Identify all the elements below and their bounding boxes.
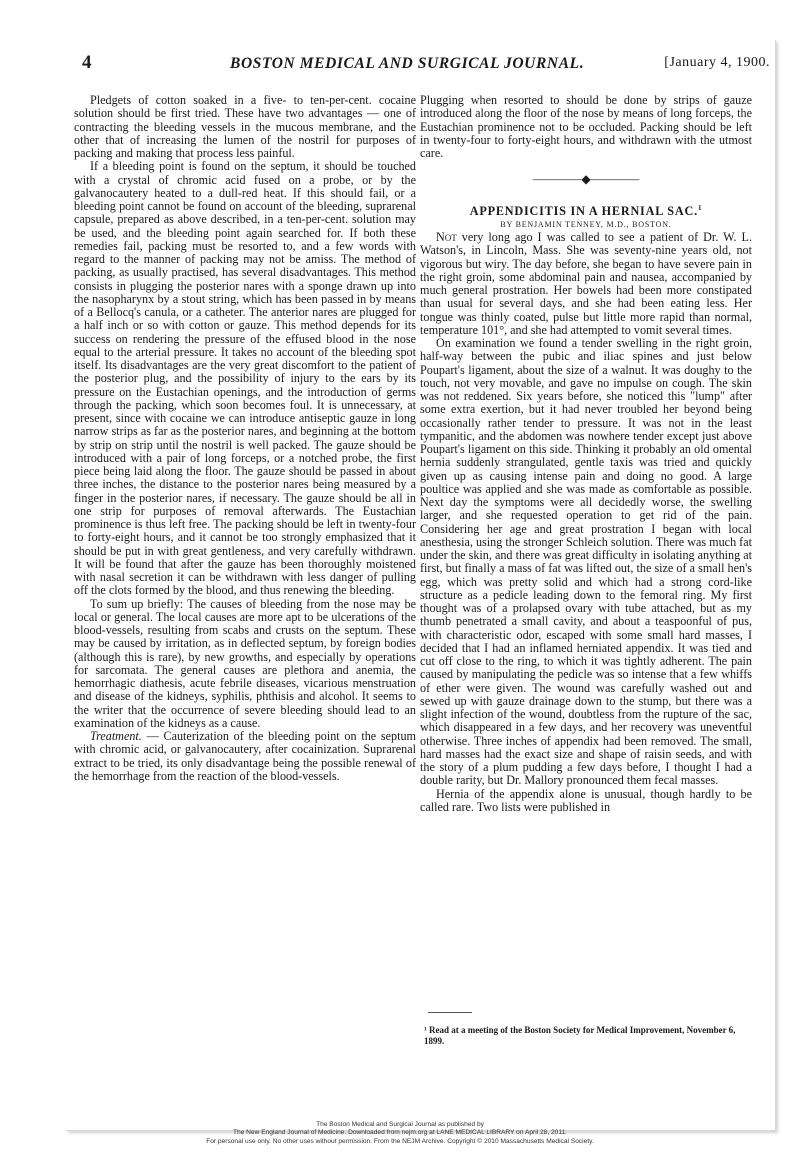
paragraph: To sum up briefly: The causes of bleeding from the nose may be local or general. The local causes are more apt to be ulcerations of the blood-vessels, resulting from scabs and crusts on the septum. These may be caused by irritation, as in deflected septum, by foreign bodies (although this is rare), by new growths, and especially by operations for sarcomata. The general causes are plethora and anemia, the hemorrhagic diathesis, acute febrile diseases, vicarious menstruation and disease of the kidneys, syphilis, phthisis and alcohol. It seems to the writer that the occurrence of severe bleeding should lead to an examination of the kidneys as a cause. bbox=[74, 596, 416, 730]
byline: BY BENJAMIN TENNEY, M.D., BOSTON. bbox=[500, 219, 672, 229]
footnote-mark: 1 bbox=[697, 203, 703, 212]
paragraph bbox=[420, 231, 752, 337]
opening-word: Not bbox=[436, 230, 457, 245]
article-title bbox=[420, 202, 752, 218]
article-title-text: APPENDICITIS IN A HERNIAL SAC. bbox=[469, 203, 698, 218]
left-column bbox=[74, 94, 416, 1050]
notice-line: The Boston Medical and Surgical Journal as published by bbox=[316, 1121, 484, 1128]
paragraph: Pledgets of cotton soaked in a five- to ten-per-cent. cocaine solution should be first tried. These have two advantages — one of contracting the bleeding vessels in the mucous membrane, and the other that of increasing the lumen of the nostril for purposes of packing and making that process less painful. bbox=[74, 94, 416, 160]
continuation-paragraph: Plugging when resorted to should be done by strips of gauze introduced along the floor of the nose by means of long forceps, the Eustachian prominence not to be occluded. Packing should be left in twenty-four to forty-eight hours, and withdrawn with the utmost care. bbox=[420, 94, 752, 160]
notice-line: For personal use only. No other uses without permission. From the NEJM Archive. Copyright © 2010 Massachusetts Medical Society. bbox=[206, 1137, 594, 1145]
paragraph: If a bleeding point is found on the septum, it should be touched with a crystal of chromic acid fused on a probe, or by the galvanocautery heated to a dull-red heat. If this should fail, or a bleeding point cannot be found on account of the bleeding, suprarenal capsule, prepared as above described, in a ten-per-cent. solution may be used, and the bleeding point again searched for. If both these remedies fail, packing must be resorted to, and a few words with regard to the manner of packing may not be amiss. The method of packing, as usually practised, has several disadvantages. This method consists in plugging the posterior nares with a sponge drawn up into the nasopharynx by a stout string, which has been passed in by means of a Bellocq's canula, or a catheter. The anterior nares are plugged for a half inch or so with cotton or gauze. This method depends for its success on rendering the pressure of the effused blood in the nose equal to the arterial pressure. It takes no account of the bleeding spot itself. Its disadvantages are the very great discomfort to the patient of the posterior plug, and the possibility of injury to the ears by its pressure on the Eustachian openings, and the introduction of germs through the packing, which soon becomes foul. It is unnecessary, at present, since with cocaine we can introduce antiseptic gauze in long narrow strips as far as the posterior nares, and beginning at the bottom by strip on strip until the nostril is well packed. The gauze should be introduced with a pair of long forceps, or a notched probe, the first piece being laid along the floor. The gauze should be passed in about three inches, the distance to the posterior nares being measured by a finger in the posterior nares, if necessary. The gauze should be all in one strip for purposes of removal afterwards. The Eustachian prominence is thus left free. The packing should be left in twenty-four to forty-eight hours, and it cannot be too strongly emphasized that it should be put in with great gentleness, and very carefully withdrawn. It will be found that after the gauze has been thoroughly moistened with nasal secretion it can be withdrawn with less danger of pulling off the clots formed by the blood, and thus renewing the bleeding. bbox=[74, 159, 416, 598]
copyright-notice bbox=[100, 1121, 700, 1146]
footnote-rule bbox=[428, 1012, 472, 1013]
treatment-text: — Cauterization of the bleeding point on the septum with chromic acid, or galvanocautery, after cocainization. Suprarenal extract to be tried, its only disadvantage being the possible renewal of the hemorrhage from the reaction of the blood-vessels. bbox=[74, 729, 416, 783]
page-header bbox=[82, 52, 774, 78]
opening-text: very long ago I was called to see a patient of Dr. W. L. Watson's, in Lincoln, Mass. She was seventy-nine years old, not vigorous but wiry. The day before, she began to have severe pain in the right groin, some abdominal pain and nausea, accompanied by much general prostration. Her bowels had been more constipated than usual for several days, and she had been eating less. Her tongue was thinly coated, pulse but little more rapid than normal, temperature 101°, and she had attempted to vomit several times. bbox=[420, 230, 752, 337]
treatment-heading: Treatment. bbox=[90, 729, 142, 743]
page-number: 4 bbox=[82, 52, 92, 73]
paragraph: Hernia of the appendix alone is unusual, though hardly to be called rare. Two lists were published in bbox=[420, 786, 752, 814]
paragraph: On examination we found a tender swelling in the right groin, half-way between the pubic and iliac spines and just below Poupart's ligament, about the size of a walnut. It was doughy to the touch, not very movable, and gave no impulse on cough. The skin was not reddened. Six years before, she noticed this "lump" after some extra exertion, but it had never troubled her beyond being occasionally rather tender to pressure. It was not in the least tympanitic, and the abdomen was nowhere tender except just above Poupart's ligament on this side. Thinking it probably an old omental hernia suddenly strangulated, gentle taxis was tried and quickly given up as causing intense pain and doing no good. A large poultice was applied and she was made as comfortable as possible. Next day the symptoms were all decidedly worse, the swelling larger, and she requested operation to get rid of the pain. Considering her age and great prostration I began with local anesthesia, using the stronger Schleich solution. There was much fat under the skin, and there was great difficulty in isolating anything at first, but finally a mass of fat was lifted out, the size of a small hen's egg, which was pretty solid and which had a strong cord-like structure as a pedicle leading down to the femoral ring. My first thought was of a prolapsed ovary with tube attached, but as my thumb penetrated a small cavity, and about a teaspoonful of pus, with characteristic odor, escaped with some small hard masses, I decided that I had an inflamed herniated appendix. It was tied and cut off close to the ring, to which it was tightly adherent. The pain caused by manipulating the pedicle was so intense that a few whiffs of ether were given. The wound was carefully washed out and sewed up with gauze drainage down to the stump, but there was a slight infection of the wound, doubtless from the rupture of the sac, which disappeared in a few days, and her recovery was uneventful otherwise. Three inches of appendix had been removed. The small, hard masses had the exact size and shape of raisin seeds, and with the story of a plum pudding a few days before, I thought I had a double rarity, but Dr. Mallory pronounced them fecal masses. bbox=[420, 336, 752, 788]
right-column bbox=[420, 94, 752, 1014]
notice-line: The New England Journal of Medicine. Downloaded from nejm.org at LANE MEDICAL LIBRARY on April 28, 2011. bbox=[232, 1129, 567, 1137]
journal-title: BOSTON MEDICAL AND SURGICAL JOURNAL. bbox=[230, 55, 585, 72]
issue-date: [January 4, 1900. bbox=[664, 55, 770, 70]
treatment-paragraph bbox=[74, 730, 416, 783]
footnote: ¹ Read at a meeting of the Boston Society for Medical Improvement, November 6, 1899. bbox=[424, 1025, 736, 1046]
section-separator: ————◆———— bbox=[532, 172, 640, 187]
